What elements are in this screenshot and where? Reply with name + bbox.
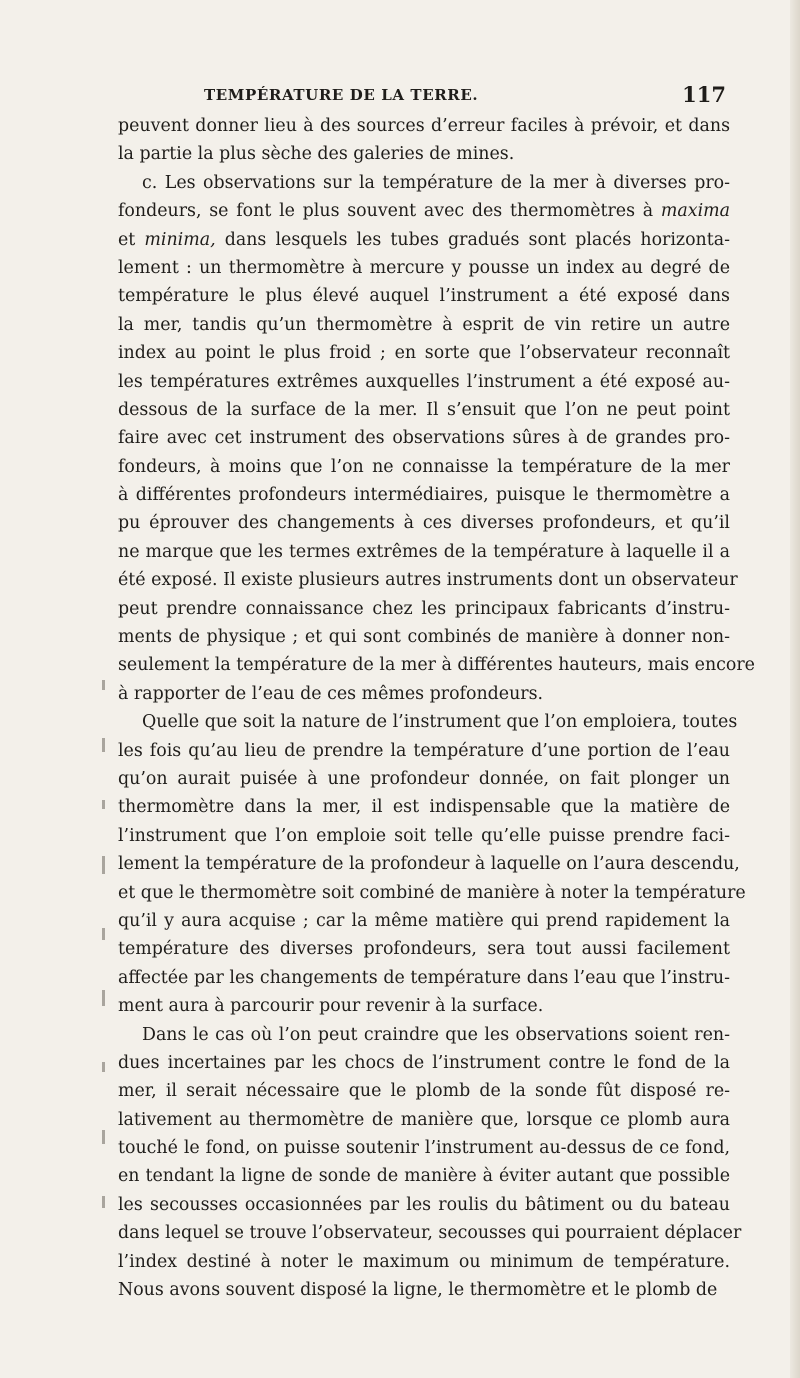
text-line: lativement au thermomètre de manière que, lorsque ce plomb aura bbox=[118, 1109, 730, 1130]
text-line bbox=[118, 226, 730, 254]
ink-speck bbox=[102, 990, 105, 1006]
ink-speck bbox=[102, 1062, 105, 1072]
text-line bbox=[118, 197, 730, 225]
text-line: c. Les observations sur la température de la mer à diverses pro- bbox=[142, 172, 730, 193]
text-line: affectée par les changements de température dans l’eau que l’instru- bbox=[118, 967, 730, 988]
text-line: en tendant la ligne de sonde de manière à éviter autant que possible bbox=[118, 1166, 730, 1187]
text-line: Dans le cas où l’on peut craindre que les observations soient ren- bbox=[142, 1024, 730, 1045]
text-span: dans lesquels les tubes gradués sont placés horizonta- bbox=[215, 229, 730, 250]
ink-speck bbox=[102, 800, 105, 809]
page-number: 117 bbox=[682, 82, 726, 107]
text-span: et bbox=[118, 229, 145, 250]
text-line: température le plus élevé auquel l’instrument a été exposé dans bbox=[118, 286, 730, 307]
text-line: touché le fond, on puisse soutenir l’instrument au-dessus de ce fond, bbox=[118, 1138, 730, 1159]
text-line: dues incertaines par les chocs de l’instrument contre le fond de la bbox=[118, 1052, 730, 1073]
text-line: été exposé. Il existe plusieurs autres instruments dont un observateur bbox=[118, 570, 738, 591]
text-line: l’index destiné à noter le maximum ou minimum de température. bbox=[118, 1251, 730, 1272]
text-line: à rapporter de l’eau de ces mêmes profondeurs. bbox=[118, 683, 544, 704]
text-line: lement la température de la profondeur à laquelle on l’aura descendu, bbox=[118, 854, 740, 875]
text-span: fondeurs, se font le plus souvent avec des thermomètres à bbox=[118, 201, 661, 222]
text-line: les fois qu’au lieu de prendre la température d’une portion de l’eau bbox=[118, 740, 730, 761]
text-line: la partie la plus sèche des galeries de mines. bbox=[118, 144, 515, 165]
text-line: température des diverses profondeurs, sera tout aussi facilement bbox=[118, 939, 730, 960]
text-line: lement : un thermomètre à mercure y pousse un index au degré de bbox=[118, 257, 730, 278]
ink-speck bbox=[102, 856, 105, 874]
text-line: la mer, tandis qu’un thermomètre à esprit de vin retire un autre bbox=[118, 314, 730, 335]
text-line: et que le thermomètre soit combiné de manière à noter la température bbox=[118, 882, 746, 903]
text-line: ment aura à parcourir pour revenir à la surface. bbox=[118, 996, 544, 1017]
text-line: ments de physique ; et qui sont combinés de manière à donner non- bbox=[118, 627, 730, 648]
text-line: pu éprouver des changements à ces diverses profondeurs, et qu’il bbox=[118, 513, 730, 534]
text-line: les secousses occasionnées par les roulis du bâtiment ou du bateau bbox=[118, 1194, 730, 1215]
text-line: faire avec cet instrument des observations sûres à de grandes pro- bbox=[118, 428, 730, 449]
text-line: thermomètre dans la mer, il est indispensable que la matière de bbox=[118, 797, 730, 818]
text-line: les températures extrêmes auxquelles l’instrument a été exposé au- bbox=[118, 371, 730, 392]
text-line: qu’on aurait puisée à une profondeur donnée, on fait plonger un bbox=[118, 768, 730, 789]
ink-speck bbox=[102, 680, 105, 690]
text-line: mer, il serait nécessaire que le plomb de la sonde fût disposé re- bbox=[118, 1081, 730, 1102]
italic-term: maxima bbox=[660, 201, 730, 222]
text-line: seulement la température de la mer à différentes hauteurs, mais encore bbox=[118, 655, 755, 676]
text-line: dans lequel se trouve l’observateur, secousses qui pourraient déplacer bbox=[118, 1223, 742, 1244]
text-line: à différentes profondeurs intermédiaires, puisque le thermomètre a bbox=[118, 485, 730, 506]
italic-term: minima, bbox=[144, 229, 216, 250]
text-line: Quelle que soit la nature de l’instrument que l’on emploiera, toutes bbox=[142, 712, 738, 733]
margin-specks bbox=[102, 660, 108, 1220]
running-head: TEMPÉRATURE DE LA TERRE. bbox=[204, 86, 479, 104]
text-line: Nous avons souvent disposé la ligne, le thermomètre et le plomb de bbox=[118, 1280, 718, 1301]
ink-speck bbox=[102, 738, 105, 752]
text-line: qu’il y aura acquise ; car la même matière qui prend rapidement la bbox=[118, 910, 730, 931]
ink-speck bbox=[102, 1130, 105, 1144]
text-line: fondeurs, à moins que l’on ne connaisse la température de la mer bbox=[118, 456, 730, 477]
text-line: dessous de la surface de la mer. Il s’ensuit que l’on ne peut point bbox=[118, 399, 730, 420]
page-edge bbox=[790, 0, 800, 1378]
page-header bbox=[150, 82, 730, 106]
text-line: peuvent donner lieu à des sources d’erreur faciles à prévoir, et dans bbox=[118, 116, 730, 136]
text-line: ne marque que les termes extrêmes de la température à laquelle il a bbox=[118, 541, 730, 562]
text-line: peut prendre connaissance chez les principaux fabricants d’instru- bbox=[118, 598, 730, 619]
body-text bbox=[118, 112, 755, 1304]
ink-speck bbox=[102, 928, 105, 940]
text-line: index au point le plus froid ; en sorte que l’observateur reconnaît bbox=[118, 343, 730, 364]
ink-speck bbox=[102, 1196, 105, 1208]
text-line: l’instrument que l’on emploie soit telle qu’elle puisse prendre faci- bbox=[118, 825, 730, 846]
